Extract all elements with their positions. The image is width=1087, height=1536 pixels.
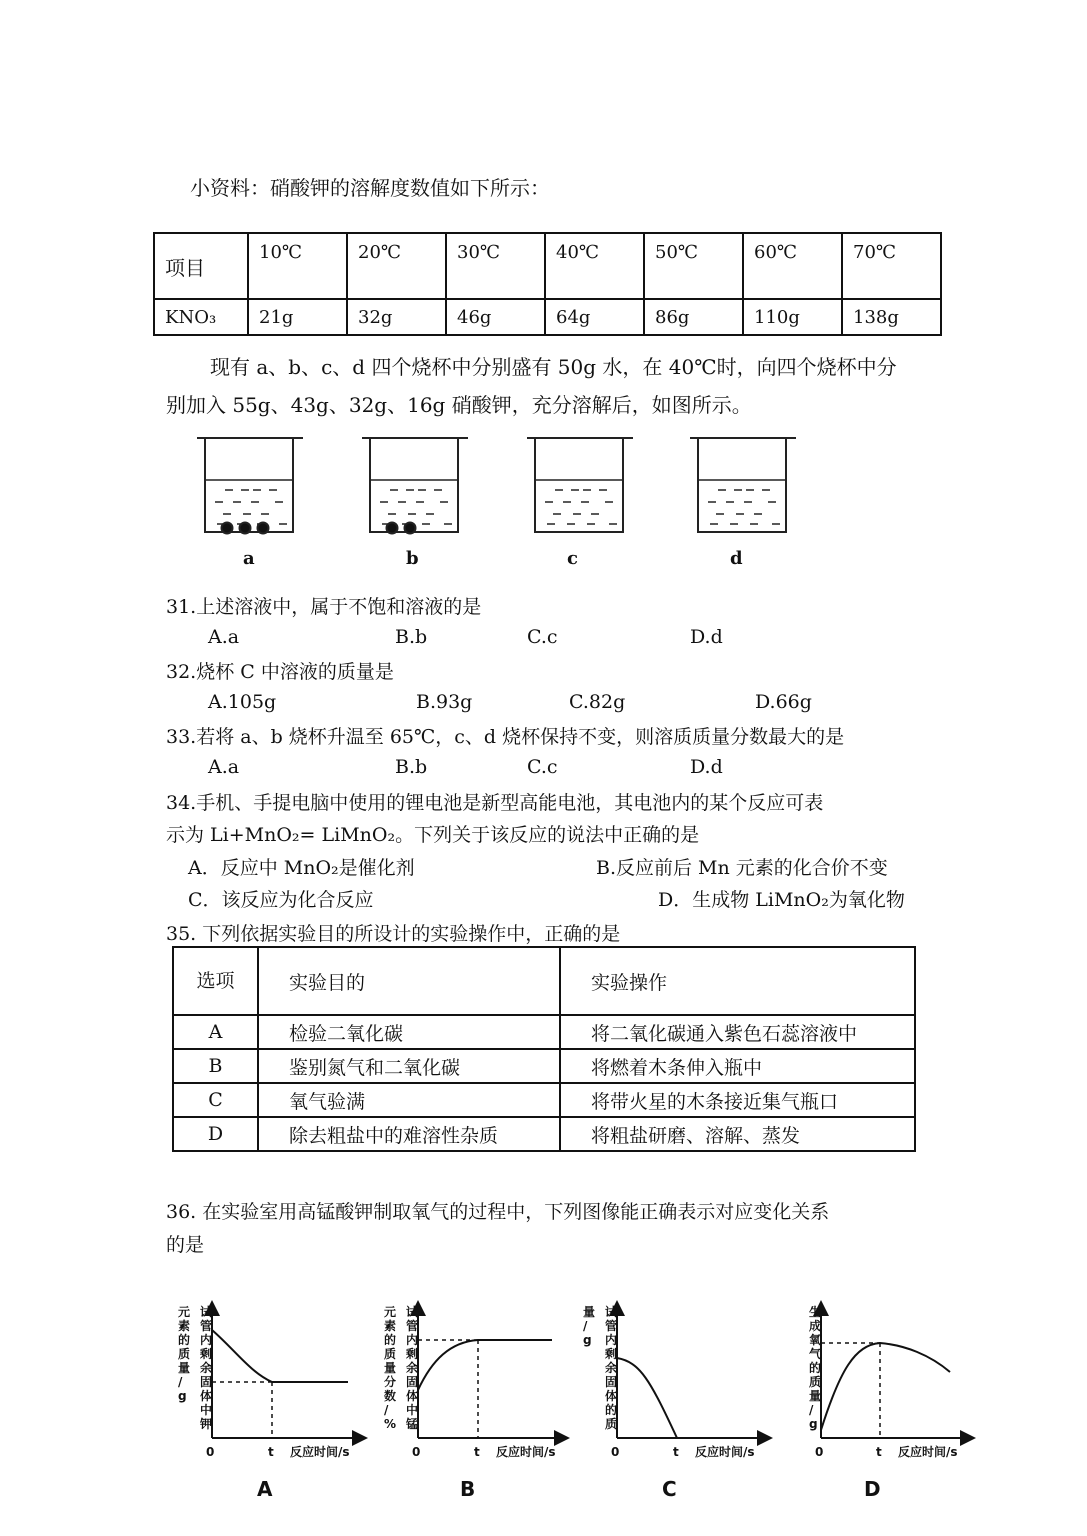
graph-origin: 0 xyxy=(206,1445,215,1459)
graph-ylabel-char: 量 xyxy=(178,1361,191,1375)
graph-ylabel-char: 素 xyxy=(384,1319,397,1333)
temp-cell: 10℃ xyxy=(248,233,347,299)
passage-line-1: 现有 a、b、c、d 四个烧杯中分别盛有 50g 水，在 40℃时，向四个烧杯中分 xyxy=(210,355,897,379)
beaker-a xyxy=(197,438,303,534)
graph-ylabel-char: 的 xyxy=(809,1361,822,1375)
beaker-c xyxy=(527,438,633,532)
temp-cell: 70℃ xyxy=(842,233,941,299)
beaker-b xyxy=(362,438,468,534)
graph-ylabel-char: / xyxy=(583,1319,588,1333)
crystal xyxy=(387,523,398,534)
graph-xlabel: 反应时间/s xyxy=(496,1445,556,1459)
temp-cell: 60℃ xyxy=(743,233,842,299)
q32-option-a: A.105g xyxy=(208,691,277,713)
header-operation: 实验操作 xyxy=(560,947,915,1015)
graph-ylabel-char: 管 xyxy=(406,1319,419,1333)
graph-ylabel-char: 素 xyxy=(178,1319,191,1333)
beaker-label-a: a xyxy=(243,548,255,569)
graph-ylabel-char: 余 xyxy=(406,1361,419,1375)
graph-ylabel-char: g xyxy=(809,1417,818,1431)
q34-option-a: A．反应中 MnO₂是催化剂 xyxy=(188,857,415,879)
table-row xyxy=(173,1117,915,1151)
header-purpose: 实验目的 xyxy=(258,947,560,1015)
graph-t: t xyxy=(876,1445,882,1459)
graph-b-curve xyxy=(418,1340,552,1390)
graph-ylabel-char: 成 xyxy=(809,1319,822,1333)
graph-ylabel-char: / xyxy=(384,1403,389,1417)
graph-ylabel-char: g xyxy=(178,1389,187,1403)
row-option: C xyxy=(173,1083,258,1117)
temp-cell: 30℃ xyxy=(446,233,545,299)
q31-option-d: D.d xyxy=(690,626,723,648)
q34-option-d: D．生成物 LiMnO₂为氧化物 xyxy=(658,889,905,911)
graph-ylabel-char: 体 xyxy=(200,1389,213,1403)
row-purpose: 鉴别氮气和二氧化碳 xyxy=(258,1049,560,1083)
graph-d-curve xyxy=(821,1343,950,1430)
graph-ylabel-char: 内 xyxy=(406,1333,419,1347)
graph-b xyxy=(418,1308,562,1438)
graph-ylabel-char: 剩 xyxy=(406,1347,419,1361)
row-operation: 将二氧化碳通入紫色石蕊溶液中 xyxy=(560,1015,915,1049)
graph-ylabel-char: 生 xyxy=(809,1305,822,1319)
q35-stem: 35. 下列依据实验目的所设计的实验操作中，正确的是 xyxy=(166,923,621,945)
row-purpose: 检验二氧化碳 xyxy=(258,1015,560,1049)
graph-ylabel-char: 质 xyxy=(384,1347,397,1361)
row-operation: 将粗盐研磨、溶解、蒸发 xyxy=(560,1117,915,1151)
graph-ylabel-char: 剩 xyxy=(605,1347,618,1361)
q32-option-c: C.82g xyxy=(569,691,626,713)
temp-cell: 20℃ xyxy=(347,233,446,299)
value-cell: 110g xyxy=(743,299,842,335)
graph-ylabel-char: 试 xyxy=(200,1305,213,1319)
graph-ylabel-char: 固 xyxy=(406,1375,419,1389)
graph-c xyxy=(617,1308,765,1438)
graph-t: t xyxy=(673,1445,679,1459)
graph-ylabel-char: 固 xyxy=(605,1375,618,1389)
header-option xyxy=(173,947,258,1015)
graph-ylabel-char: 钾 xyxy=(200,1417,213,1431)
graph-ylabel-char: 质 xyxy=(178,1347,191,1361)
graph-t: t xyxy=(474,1445,480,1459)
temp-cell: 40℃ xyxy=(545,233,644,299)
graph-ylabel-char: 试 xyxy=(406,1305,419,1319)
crystal xyxy=(240,523,251,534)
graph-ylabel-char: 质 xyxy=(605,1417,618,1431)
graph-ylabel-char: 管 xyxy=(200,1319,213,1333)
graph-label: A xyxy=(257,1477,273,1501)
graph-ylabel-char: 体 xyxy=(605,1389,618,1403)
q33-option-d: D.d xyxy=(690,756,723,778)
graph-ylabel-char: 氧 xyxy=(809,1333,822,1347)
q36-stem-line-1: 36. 在实验室用高锰酸钾制取氧气的过程中，下列图像能正确表示对应变化关系 xyxy=(166,1201,830,1223)
graph-ylabel-char: / xyxy=(178,1375,183,1389)
graph-ylabel-char: 管 xyxy=(605,1319,618,1333)
graph-ylabel-char: 元 xyxy=(384,1305,397,1319)
table-row xyxy=(173,1083,915,1117)
row-purpose: 氧气验满 xyxy=(258,1083,560,1117)
q32-option-b: B.93g xyxy=(416,691,473,713)
beaker-label-c: c xyxy=(567,548,578,569)
q31-option-a: A.a xyxy=(208,626,240,648)
row-option: B xyxy=(173,1049,258,1083)
beaker-label-d: d xyxy=(730,548,743,569)
header-option-text: 选项 xyxy=(196,970,235,992)
graph-ylabel-char: 剩 xyxy=(200,1347,213,1361)
graphs-figure xyxy=(0,1290,1087,1520)
q31-stem: 31.上述溶液中，属于不饱和溶液的是 xyxy=(166,596,482,618)
q36-stem-line-2: 的是 xyxy=(166,1234,205,1256)
value-cell: 64g xyxy=(545,299,644,335)
experiment-table xyxy=(172,946,916,1152)
graph-c-curve xyxy=(617,1358,677,1438)
q34-stem-line-1: 34.手机、手提电脑中使用的锂电池是新型高能电池，其电池内的某个反应可表 xyxy=(166,792,824,814)
graph-xlabel: 反应时间/s xyxy=(695,1445,755,1459)
crystal xyxy=(222,523,233,534)
graph-origin: 0 xyxy=(815,1445,824,1459)
q34-option-b: B.反应前后 Mn 元素的化合价不变 xyxy=(596,857,888,879)
crystal xyxy=(258,523,269,534)
graph-ylabel-char: / xyxy=(809,1403,814,1417)
graph-ylabel-char: 内 xyxy=(200,1333,213,1347)
value-cell: 46g xyxy=(446,299,545,335)
row-option: D xyxy=(173,1117,258,1151)
graph-ylabel-char: 的 xyxy=(384,1333,397,1347)
beaker-d xyxy=(690,438,796,532)
intro-title: 小资料：硝酸钾的溶解度数值如下所示： xyxy=(190,176,550,200)
graph-ylabel-char: 分 xyxy=(384,1375,397,1389)
beaker-label-b: b xyxy=(406,548,419,569)
q34-option-c: C．该反应为化合反应 xyxy=(188,889,374,911)
graph-ylabel-char: 数 xyxy=(384,1389,397,1403)
graph-ylabel-char: 余 xyxy=(605,1361,618,1375)
graph-ylabel-char: 固 xyxy=(200,1375,213,1389)
graph-ylabel-char: 的 xyxy=(605,1403,618,1417)
q31-option-c: C.c xyxy=(527,626,558,648)
beakers-figure xyxy=(185,432,815,542)
q33-option-b: B.b xyxy=(395,756,428,778)
graph-ylabel-char: g xyxy=(583,1333,592,1347)
row-operation: 将燃着木条伸入瓶中 xyxy=(560,1049,915,1083)
graph-ylabel-char: 的 xyxy=(178,1333,191,1347)
graph-ylabel-char: 量 xyxy=(583,1305,596,1319)
graph-a-curve xyxy=(212,1330,348,1382)
row-purpose: 除去粗盐中的难溶性杂质 xyxy=(258,1117,560,1151)
q33-option-a: A.a xyxy=(208,756,240,778)
graph-ylabel-char: 元 xyxy=(178,1305,191,1319)
graph-ylabel-char: 中 xyxy=(200,1403,213,1417)
graph-ylabel-char: 体 xyxy=(406,1389,419,1403)
graph-ylabel-char: 中 xyxy=(406,1403,419,1417)
graph-label: B xyxy=(460,1477,476,1501)
row-option: A xyxy=(173,1015,258,1049)
graph-ylabel-char: 量 xyxy=(809,1389,822,1403)
temp-cell: 50℃ xyxy=(644,233,743,299)
q32-stem: 32.烧杯 C 中溶液的质量是 xyxy=(166,661,394,683)
graph-origin: 0 xyxy=(412,1445,421,1459)
value-cell: 21g xyxy=(248,299,347,335)
q32-option-d: D.66g xyxy=(755,691,812,713)
graph-ylabel-char: 余 xyxy=(200,1361,213,1375)
graph-label: C xyxy=(662,1477,677,1501)
graph-xlabel: 反应时间/s xyxy=(898,1445,958,1459)
graph-origin: 0 xyxy=(611,1445,620,1459)
graph-d xyxy=(821,1308,968,1438)
graph-ylabel-char: 锰 xyxy=(406,1417,419,1431)
graph-ylabel-char: % xyxy=(384,1417,397,1431)
q31-option-b: B.b xyxy=(395,626,428,648)
graph-ylabel-char: 内 xyxy=(605,1333,618,1347)
graph-a xyxy=(212,1308,360,1438)
graph-ylabel-char: 量 xyxy=(384,1361,397,1375)
value-cell: 32g xyxy=(347,299,446,335)
graph-label: D xyxy=(864,1477,881,1501)
passage-line-2: 别加入 55g、43g、32g、16g 硝酸钾，充分溶解后，如图所示。 xyxy=(166,393,752,417)
graph-ylabel-char: 气 xyxy=(809,1347,822,1361)
q33-stem: 33.若将 a、b 烧杯升温至 65℃，c、d 烧杯保持不变，则溶质质量分数最大的是 xyxy=(166,726,845,748)
header-label: 项目 xyxy=(154,233,248,299)
row-label: KNO₃ xyxy=(154,299,248,335)
q34-stem-line-2: 示为 Li+MnO₂= LiMnO₂。下列关于该反应的说法中正确的是 xyxy=(166,824,700,846)
value-cell: 86g xyxy=(644,299,743,335)
table-row xyxy=(173,1015,915,1049)
graph-ylabel-char: 试 xyxy=(605,1305,618,1319)
graph-t: t xyxy=(268,1445,274,1459)
table-row xyxy=(173,1049,915,1083)
value-cell: 138g xyxy=(842,299,941,335)
solubility-table xyxy=(153,232,942,336)
graph-ylabel-char: 质 xyxy=(809,1375,822,1389)
crystal xyxy=(405,523,416,534)
row-operation: 将带火星的木条接近集气瓶口 xyxy=(560,1083,915,1117)
graph-xlabel: 反应时间/s xyxy=(290,1445,350,1459)
q33-option-c: C.c xyxy=(527,756,558,778)
